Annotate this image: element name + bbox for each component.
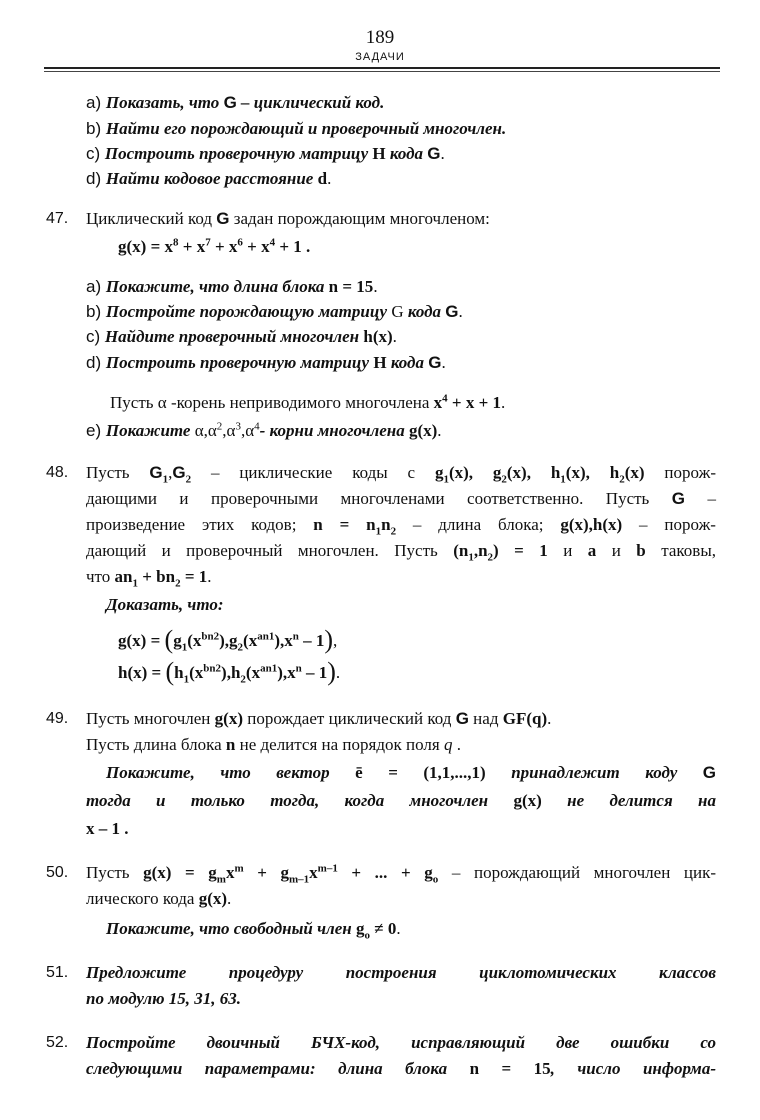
problem-47-item-e: e) Покажите $\alpha,\alpha^2,\alpha^3,\alpha^4-$ корни многочлена g(x). bbox=[86, 420, 442, 440]
problem-48-number: 48. bbox=[46, 464, 69, 481]
problem-47-item-d: d) Построить проверочную матрицу H кода G. bbox=[86, 353, 446, 372]
problem-46-item-b: b) Найти его порождающий и проверочный многочлен. bbox=[86, 119, 507, 138]
problem-48-line-2: дающими и проверочными многочленами соответственно. Пусть G – bbox=[86, 489, 717, 508]
problem-52-line-2: следующими параметрами: длина блока n = 15, число информа- bbox=[86, 1059, 716, 1078]
page-header bbox=[0, 28, 760, 64]
problem-47-item-b: b) Постройте порождающую матрицу G кода G. bbox=[86, 302, 463, 321]
problem-52-line-1: Постройте двоичный БЧХ-код, исправляющий две ошибки со bbox=[86, 1033, 716, 1052]
problem-52-number: 52. bbox=[46, 1034, 69, 1051]
problem-49-line-5: x – 1 . bbox=[86, 819, 129, 838]
header-rule-thin bbox=[44, 71, 720, 72]
page-number: 189 bbox=[365, 27, 395, 48]
problem-50-number: 50. bbox=[46, 864, 69, 881]
section-title: ЗАДАЧИ bbox=[355, 51, 405, 63]
problem-48-line-5: что $an_1 + bn_2 = 1$. bbox=[86, 567, 212, 590]
problem-49-number: 49. bbox=[46, 710, 69, 727]
problem-47-intro: Циклический код G задан порождающим многочленом: bbox=[86, 209, 490, 228]
problem-46-item-d: d) Найти кодовое расстояние d. bbox=[86, 169, 332, 188]
problem-47-item-c: c) Найдите проверочный многочлен h(x). bbox=[86, 327, 397, 346]
header-rule bbox=[44, 67, 720, 69]
problem-47-note: Пусть α -корень неприводимого многочлена $x^4 + x + 1$. bbox=[110, 392, 506, 412]
problem-48-formula-g: $g(x) = (g_1(x^{bn2}),g_2(x^{an1}),x^n - 1)$, bbox=[118, 625, 338, 654]
problem-50-line-2: лического кода g(x). bbox=[86, 889, 232, 908]
problem-49-line-3: Покажите, что вектор ē = (1,1,...,1) принадлежит коду G bbox=[106, 763, 716, 782]
problem-47-formula: $g(x) = x^8 + x^7 + x^6 + x^4 + 1$ . bbox=[118, 236, 311, 256]
problem-51-line-2: по модулю 15, 31, 63. bbox=[86, 989, 242, 1008]
problem-48-line-4: дающий и проверочный многочлен. Пусть $(n_1,n_2) = 1$ и a и b таковы, bbox=[86, 541, 716, 564]
problem-50-line-1: Пусть $g(x) = g_mx^m + g_{m-1}x^{m-1}$ + ... + $g_o$ – порождающий многочлен цик- bbox=[86, 862, 716, 886]
problem-48-line-3: произведение этих кодов; $n = n_1n_2$ – длина блока; g(x),h(x) – порож- bbox=[86, 515, 716, 538]
problem-48-prove-label: Доказать, что: bbox=[106, 595, 224, 614]
problem-50-line-3: Покажите, что свободный член $g_o \ne 0$. bbox=[106, 919, 401, 942]
problem-47-number: 47. bbox=[46, 210, 69, 227]
problem-47-item-a: a) Покажите, что длина блока n = 15. bbox=[86, 277, 378, 296]
problem-49-line-4: тогда и только тогда, когда многочлен g(x) не делится на bbox=[86, 791, 716, 810]
problem-46-item-a: a) Показать, что G – циклический код. bbox=[86, 93, 385, 112]
problem-49-line-2: Пусть длина блока n не делится на порядок поля q . bbox=[86, 735, 461, 754]
problem-48-line-1: Пусть $G_1,G_2$ – циклические коды с $g_1(x)$, $g_2(x)$, $h_1(x)$, $h_2(x)$ порож- bbox=[86, 463, 716, 486]
problem-46-item-c: c) Построить проверочную матрицу H кода G. bbox=[86, 144, 445, 163]
problem-51-number: 51. bbox=[46, 964, 69, 981]
problem-49-line-1: Пусть многочлен g(x) порождает циклический код G над GF(q). bbox=[86, 709, 552, 728]
problem-51-line-1: Предложите процедуру построения циклотомических классов bbox=[86, 963, 716, 982]
problem-48-formula-h: $h(x) = (h_1(x^{bn2}),h_2(x^{an1}),x^n - 1)$. bbox=[118, 657, 341, 686]
